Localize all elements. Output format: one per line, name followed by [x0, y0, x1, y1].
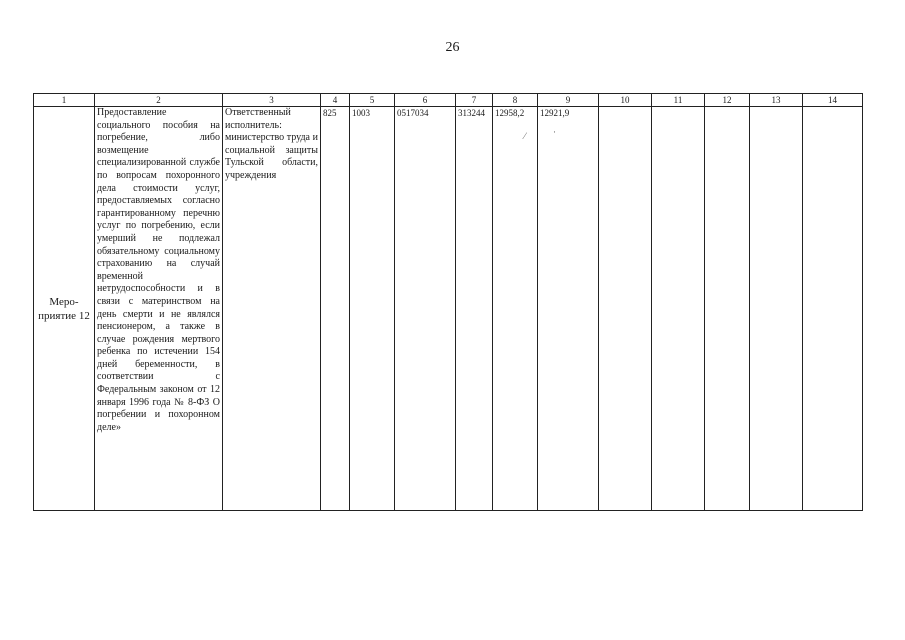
measure-description-cell: Предоставление социального пособия на погребение, либо возмещение специализированной службе по вопросам похоронного дела стоимости услуг, предоставляемых согласно гарантированному перечню услуг по погребению, если умерший не подлежал обязательному социальному страхованию на случай временной нетрудоспособности и в связи с материнством на день смерти и не являлся пенсионером, а также в случае рождения мертвого ребенка по истечении 154 дней беременности, в соответствии с Федеральным законом от 12 января 1996 года № 8-ФЗ О погребении и похоронном деле»: [95, 107, 223, 511]
page-number: 26: [445, 40, 460, 55]
value-cell-8: 12958,2: [493, 107, 538, 511]
header-cell-5: 5: [350, 94, 395, 107]
rzpr-code-cell: 1003: [350, 107, 395, 511]
table-row: [34, 107, 863, 511]
header-cell-8: 8: [493, 94, 538, 107]
grbs-code-cell: 825: [321, 107, 350, 511]
value-cell-13: [750, 107, 803, 511]
responsible-executor-cell: Ответственный исполнитель: министерство труда и социальной защиты Тульской области, учреждения: [223, 107, 321, 511]
value-cell-10: [599, 107, 652, 511]
header-cell-12: 12: [705, 94, 750, 107]
pen-mark: ·: [553, 127, 556, 137]
pen-mark: ⁄: [524, 131, 526, 141]
header-row: [34, 94, 863, 107]
header-cell-9: 9: [538, 94, 599, 107]
header-cell-4: 4: [321, 94, 350, 107]
vr-code-cell: 313244: [456, 107, 493, 511]
program-table: [33, 93, 863, 511]
header-cell-13: 13: [750, 94, 803, 107]
value-cell-14: [803, 107, 863, 511]
header-cell-10: 10: [599, 94, 652, 107]
header-cell-7: 7: [456, 94, 493, 107]
header-cell-11: 11: [652, 94, 705, 107]
csr-code-cell: 0517034: [395, 107, 456, 511]
value-cell-12: [705, 107, 750, 511]
value-cell-9: 12921,9: [538, 107, 599, 511]
header-cell-6: 6: [395, 94, 456, 107]
measure-name-cell: Меро- приятие 12: [34, 107, 95, 511]
header-cell-1: 1: [34, 94, 95, 107]
header-cell-14: 14: [803, 94, 863, 107]
header-cell-3: 3: [223, 94, 321, 107]
value-cell-11: [652, 107, 705, 511]
header-cell-2: 2: [95, 94, 223, 107]
